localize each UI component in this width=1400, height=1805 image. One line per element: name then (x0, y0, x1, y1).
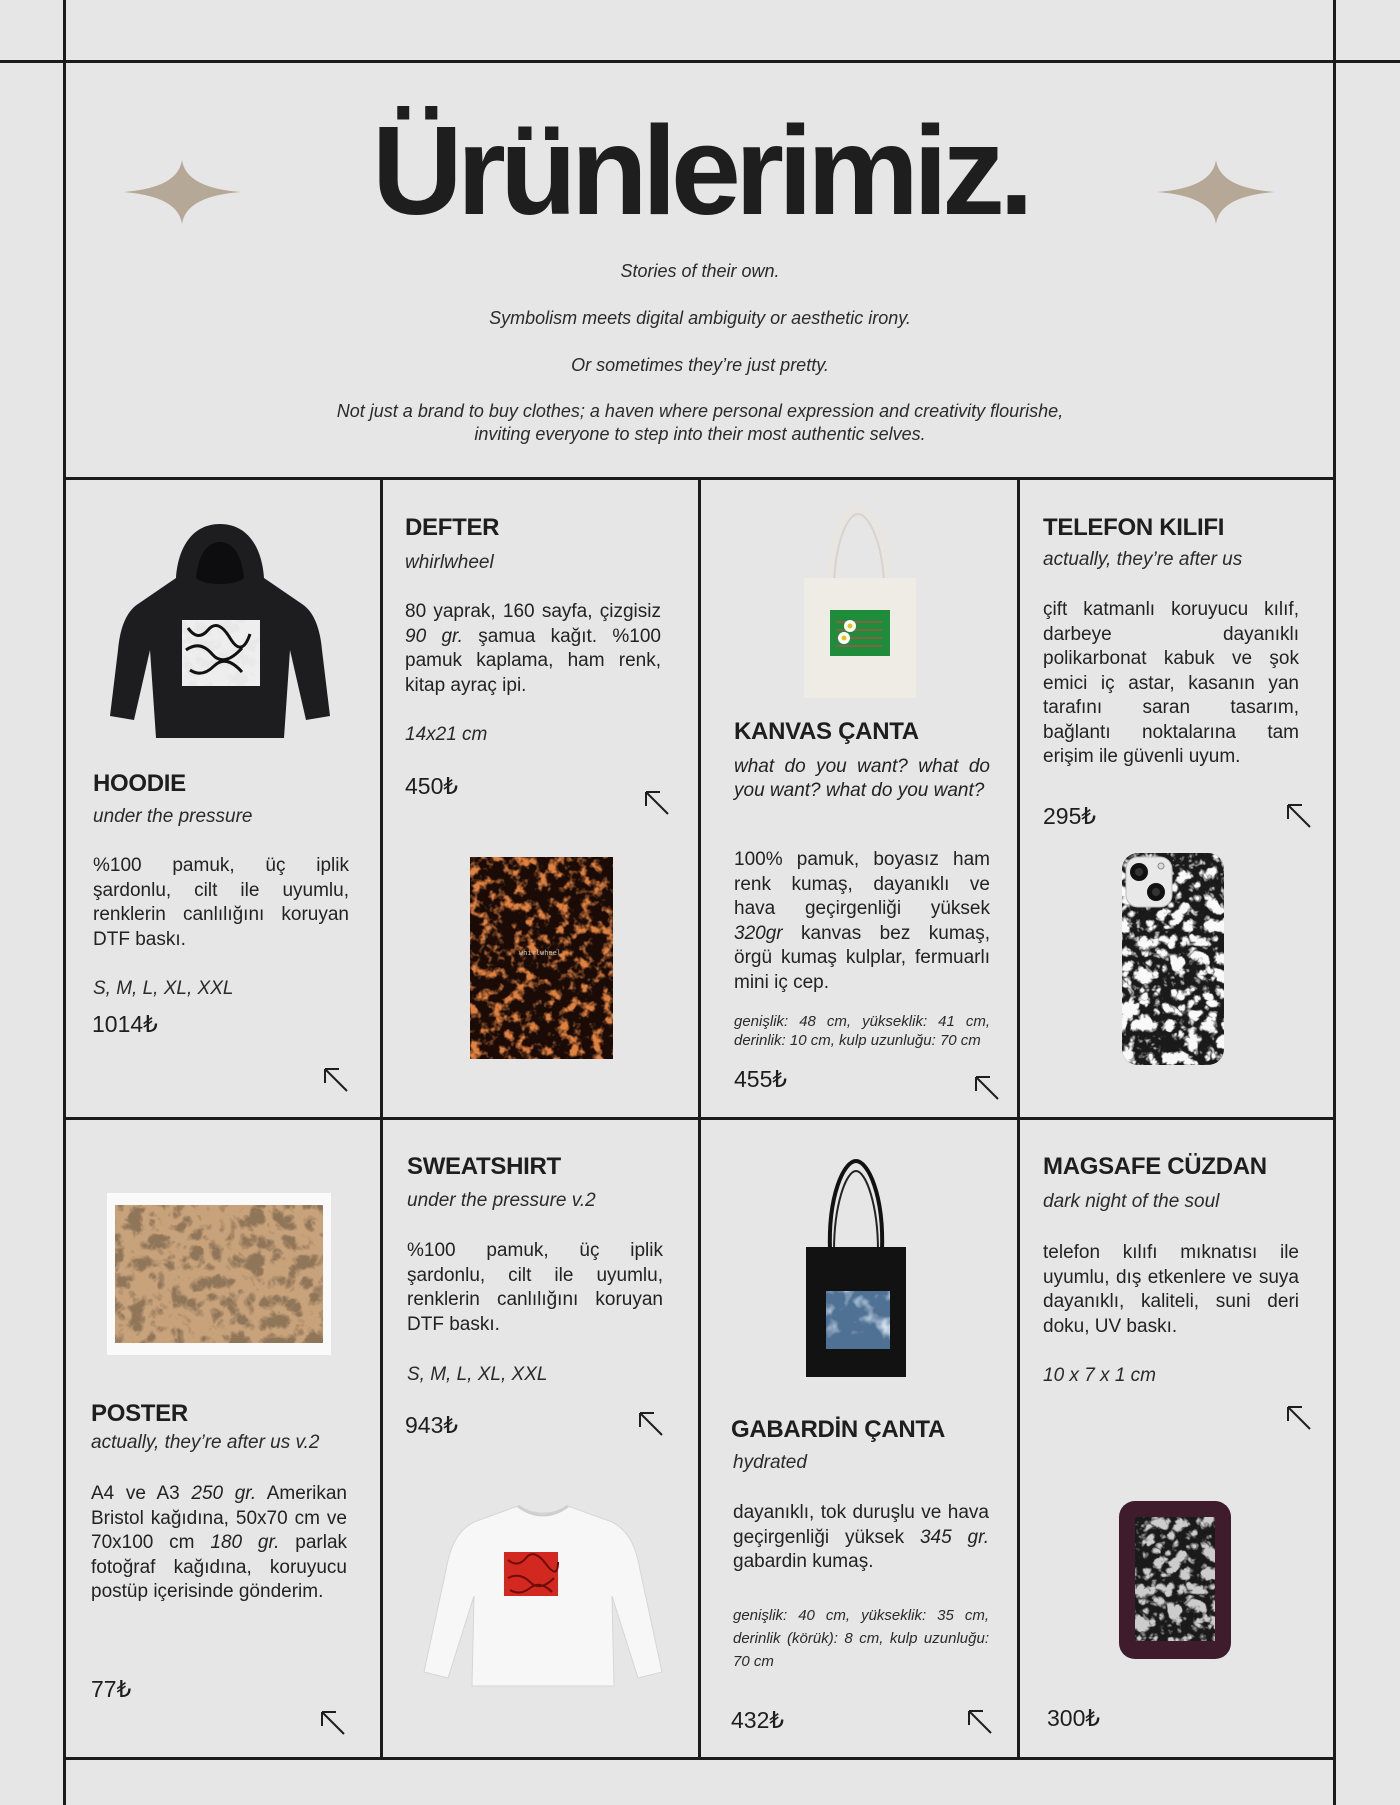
arrow-up-left-icon[interactable] (1285, 802, 1313, 830)
tagline-1: Stories of their own. (620, 261, 780, 281)
notebook-cover-text: whirlwheel (518, 949, 562, 957)
product-description: dayanıklı, tok duruşlu ve hava geçirgenliği yüksek 345 gr. gabardin kumaş. (733, 1502, 989, 1572)
arrow-up-left-icon[interactable] (966, 1708, 994, 1736)
product-subtitle: what do you want? what do you want? what do you want? (734, 756, 990, 801)
gabardine-tote-image (800, 1155, 912, 1385)
arrow-up-left-icon[interactable] (637, 1410, 665, 1438)
tagline-5: inviting everyone to step into their most authentic selves. (474, 424, 926, 444)
sweatshirt-image (418, 1500, 668, 1690)
product-description: %100 pamuk, üç iplik şardonlu, cilt ile uyumlu, renklerin canlılığını koruyan DTF baskı. (407, 1240, 663, 1335)
product-name: MAGSAFE CÜZDAN (1043, 1153, 1267, 1180)
product-name: POSTER (91, 1400, 188, 1427)
product-sizes: S, M, L, XL, XXL (93, 978, 234, 999)
arrow-up-left-icon[interactable] (1285, 1404, 1313, 1432)
product-sizes: 14x21 cm (405, 724, 488, 745)
arrow-up-left-icon[interactable] (973, 1074, 1001, 1102)
product-name: GABARDİN ÇANTA (731, 1416, 946, 1443)
page-title: Ürünlerimiz. (371, 100, 1029, 241)
product-name: HOODIE (93, 770, 186, 797)
arrow-up-left-icon[interactable] (643, 789, 671, 817)
canvas-tote-image (800, 500, 920, 700)
product-description: %100 pamuk, üç iplik şardonlu, cilt ile uyumlu, renklerin canlılığını koruyan DTF baskı. (93, 855, 349, 950)
product-card-magsafe-cuzdan[interactable] (1020, 1120, 1333, 1757)
product-name: TELEFON KILIFI (1043, 514, 1225, 541)
hoodie-image (100, 520, 340, 750)
product-name: SWEATSHIRT (407, 1153, 561, 1180)
product-description: 80 yaprak, 160 sayfa, çizgisiz 90 gr. şamua kağıt. %100 pamuk kaplama, ham renk, kitap ayraç ipi. (405, 601, 661, 696)
arrow-up-left-icon[interactable] (319, 1709, 347, 1737)
product-description: çift katmanlı koruyucu kılıf, darbeye dayanıklı polikarbonat kabuk ve şok emici iç astar, kasanın yan tarafını saran tasarım, bağlantı noktalarına tam erişim ile güvenli uyum. (1043, 599, 1299, 767)
product-subtitle: actually, they’re after us v.2 (91, 1432, 320, 1453)
product-description: A4 ve A3 250 gr. Amerikan Bristol kağıdına, 50x70 cm ve 70x100 cm 180 gr. parlak fotoğraf kağıdına, koruyucu postüp içerisinde gönderim. (91, 1483, 348, 1602)
product-subtitle: hydrated (733, 1452, 807, 1473)
product-dimensions: genişlik: 40 cm, yükseklik: 35 cm, derinlik (körük): 8 cm, kulp uzunluğu: 70 cm (733, 1607, 989, 1670)
frame-line-top (0, 60, 1400, 63)
notebook-image (470, 857, 613, 1059)
tagline-4: Not just a brand to buy clothes; a haven where personal expression and creativity flourishe, (336, 401, 1064, 421)
product-description: telefon kılıfı mıknatısı ile uyumlu, dış etkenlere ve suya dayanıklı, kaliteli, suni deri doku, UV baskı. (1043, 1242, 1299, 1337)
tagline-3: Or sometimes they’re just pretty. (571, 355, 829, 375)
product-price: 1014₺ (92, 1011, 158, 1037)
product-price: 432₺ (731, 1707, 785, 1733)
product-dimensions: genişlik: 48 cm, yükseklik: 41 cm, derinlik: 10 cm, kulp uzunluğu: 70 cm (734, 1013, 990, 1049)
product-subtitle: under the pressure v.2 (407, 1190, 596, 1211)
product-price: 300₺ (1047, 1705, 1101, 1731)
product-sizes: 10 x 7 x 1 cm (1043, 1365, 1156, 1386)
product-price: 295₺ (1043, 803, 1097, 829)
product-name: KANVAS ÇANTA (734, 718, 919, 745)
product-price: 455₺ (734, 1066, 788, 1092)
tagline-2: Symbolism meets digital ambiguity or aesthetic irony. (489, 308, 911, 328)
product-sizes: S, M, L, XL, XXL (407, 1364, 548, 1385)
product-subtitle: actually, they’re after us (1043, 549, 1243, 570)
poster-image (107, 1193, 331, 1355)
product-price: 943₺ (405, 1412, 459, 1438)
phone-case-image (1120, 851, 1226, 1067)
product-description: 100% pamuk, boyasız ham renk kumaş, dayanıklı ve hava geçirgenliği yüksek 320gr kanvas bez kumaş, örgü kumaş kulplar, fermuarlı mini iç cep. (734, 849, 990, 993)
product-subtitle: under the pressure (93, 806, 253, 827)
product-price: 77₺ (91, 1676, 132, 1702)
product-subtitle: dark night of the soul (1043, 1191, 1220, 1212)
product-subtitle: whirlwheel (405, 552, 494, 573)
product-price: 450₺ (405, 773, 459, 799)
product-name: DEFTER (405, 514, 500, 541)
arrow-up-left-icon[interactable] (322, 1066, 350, 1094)
magsafe-wallet-image (1117, 1499, 1233, 1661)
